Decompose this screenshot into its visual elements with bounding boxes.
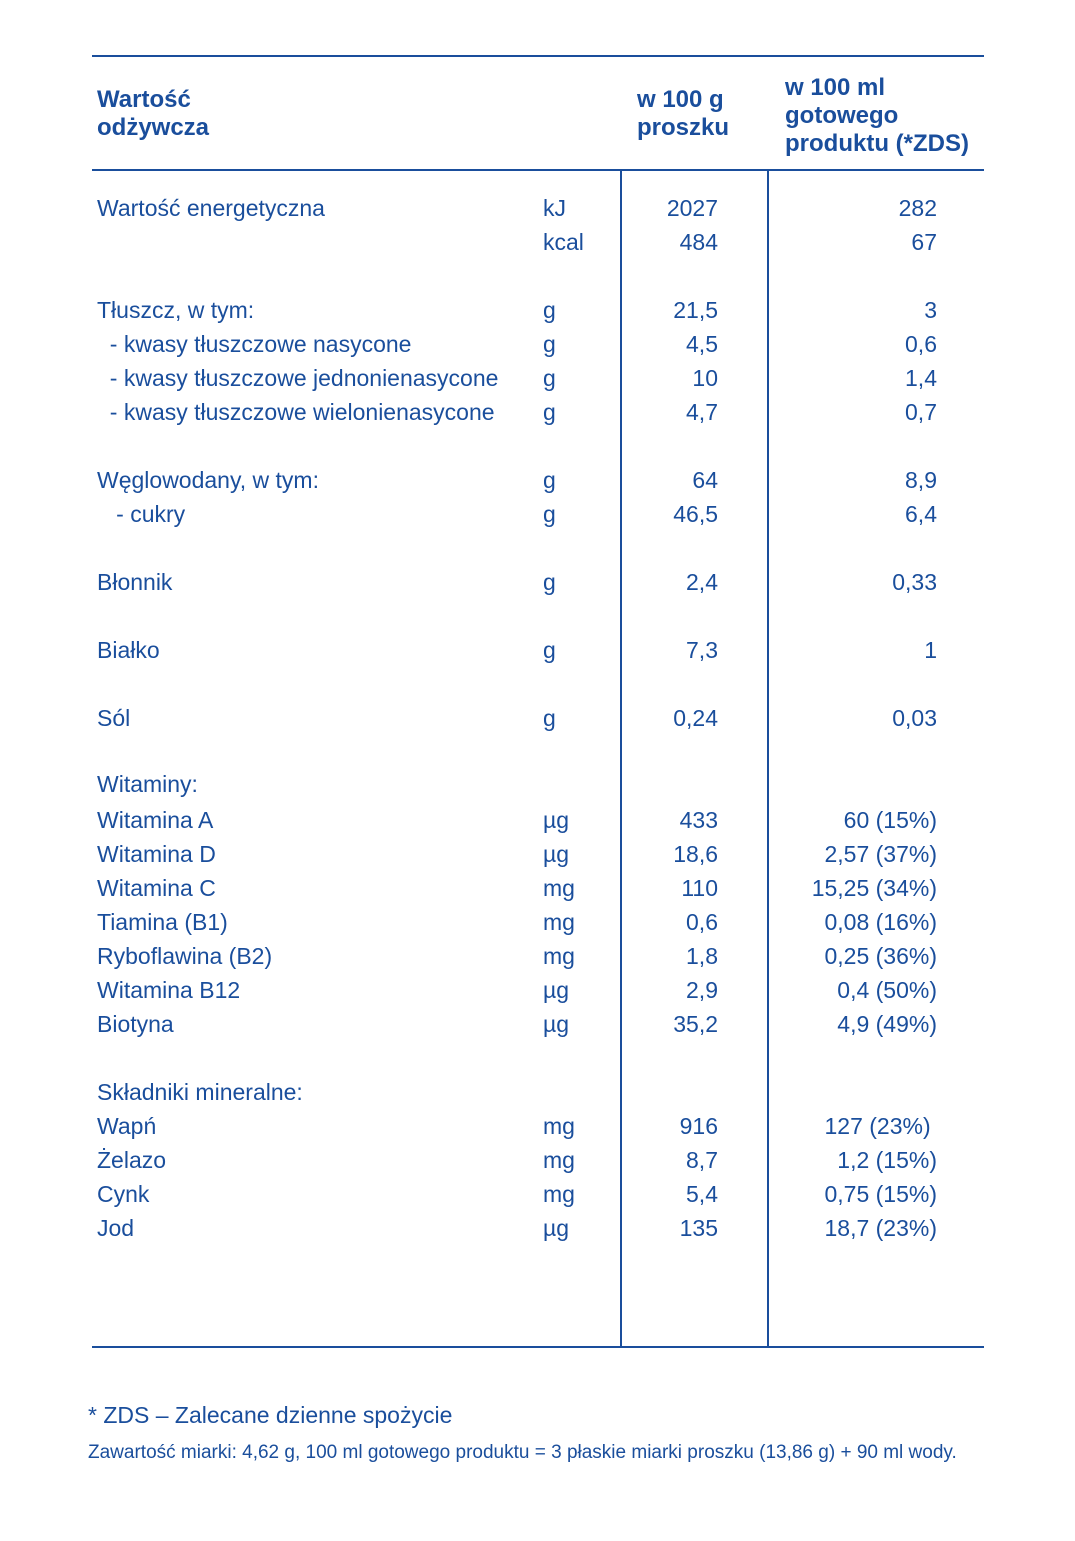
row-label: Ryboflawina (B2) <box>97 943 273 969</box>
row-unit: g <box>543 331 556 357</box>
row-unit: µg <box>543 841 570 867</box>
row-value-100g: 5,4 <box>686 1181 718 1207</box>
row-value-100ml: 3 <box>924 297 937 323</box>
row-unit: mg <box>543 875 575 901</box>
row-value-100g: 35,2 <box>673 1011 718 1037</box>
row-value-100ml: 0,03 <box>892 705 937 731</box>
row-label: Witaminy: <box>97 771 198 797</box>
row-value-100ml: 4,9 (49%) <box>837 1011 937 1037</box>
row-value-100g: 1,8 <box>686 943 718 969</box>
row-value-100ml: 67 <box>911 229 937 255</box>
row-value-100ml: 8,9 <box>905 467 937 493</box>
row-value-100ml: 0,6 <box>905 331 937 357</box>
row-value-100g: 8,7 <box>686 1147 718 1173</box>
row-label: Biotyna <box>97 1011 174 1037</box>
row-value-100g: 7,3 <box>686 637 718 663</box>
row-value-100ml: 0,33 <box>892 569 937 595</box>
scoop-note: Zawartość miarki: 4,62 g, 100 ml gotowego produktu = 3 płaskie miarki proszku (13,86 g) + 90 ml wody. <box>88 1442 957 1463</box>
row-label: Tiamina (B1) <box>97 909 228 935</box>
row-unit: µg <box>543 1215 570 1241</box>
row-label: - kwasy tłuszczowe jednonienasycone <box>97 365 499 391</box>
row-value-100g: 21,5 <box>673 297 718 323</box>
row-unit: g <box>543 637 556 663</box>
header-line: w 100 g <box>637 86 724 113</box>
row-label: Białko <box>97 637 160 663</box>
row-label: - cukry <box>97 501 186 527</box>
row-label: - kwasy tłuszczowe wielonienasycone <box>97 399 495 425</box>
row-label: Węglowodany, w tym: <box>97 467 319 493</box>
row-value-100g: 4,7 <box>686 399 718 425</box>
row-label: Sól <box>97 705 131 731</box>
row-unit: mg <box>543 943 575 969</box>
row-label: Składniki mineralne: <box>97 1079 303 1105</box>
row-unit: µg <box>543 1011 570 1037</box>
header-nutrition-value <box>97 86 209 142</box>
row-value-100ml: 0,75 (15%) <box>824 1181 937 1207</box>
row-value-100ml: 0,7 <box>905 399 937 425</box>
row-value-100g: 10 <box>692 365 718 391</box>
row-label: Żelazo <box>97 1147 167 1173</box>
row-value-100ml: 0,25 (36%) <box>824 943 937 969</box>
row-value-100ml: 18,7 (23%) <box>824 1215 937 1241</box>
row-label: Wartość energetyczna <box>97 195 325 221</box>
row-value-100g: 2,4 <box>686 569 718 595</box>
row-value-100g: 2027 <box>666 195 718 221</box>
row-label: Witamina B12 <box>97 977 241 1003</box>
header-line: produktu (*ZDS) <box>785 130 969 157</box>
row-value-100ml: 6,4 <box>905 501 937 527</box>
row-value-100ml: 1 <box>924 637 937 663</box>
row-unit: kcal <box>543 229 584 255</box>
row-value-100ml: 282 <box>898 195 937 221</box>
header-line: w 100 ml <box>785 74 886 101</box>
row-value-100g: 18,6 <box>673 841 718 867</box>
row-unit: µg <box>543 807 570 833</box>
row-value-100ml: 60 (15%) <box>843 807 937 833</box>
row-value-100g: 0,6 <box>686 909 718 935</box>
row-label: Witamina C <box>97 875 216 901</box>
row-label: Tłuszcz, w tym: <box>97 297 255 323</box>
row-value-100ml: 1,4 <box>905 365 937 391</box>
header-line: Wartość <box>97 86 191 113</box>
row-value-100g: 135 <box>679 1215 718 1241</box>
row-unit: mg <box>543 909 575 935</box>
column-divider-2 <box>767 171 769 1347</box>
row-label: Cynk <box>97 1181 150 1207</box>
row-label: Witamina D <box>97 841 216 867</box>
row-unit: g <box>543 467 556 493</box>
row-value-100ml: 127 (23%) <box>824 1113 937 1139</box>
header-line: proszku <box>637 114 730 141</box>
row-unit: mg <box>543 1181 575 1207</box>
row-value-100ml: 15,25 (34%) <box>811 875 937 901</box>
row-value-100g: 46,5 <box>673 501 718 527</box>
footnote-zds: * ZDS – Zalecane dzienne spożycie <box>88 1402 453 1428</box>
row-unit: g <box>543 569 556 595</box>
row-unit: g <box>543 705 556 731</box>
row-unit: g <box>543 501 556 527</box>
row-value-100g: 484 <box>679 229 718 255</box>
row-label: Jod <box>97 1215 135 1241</box>
header-per-100g <box>637 86 729 142</box>
header-bottom-rule <box>92 169 984 171</box>
row-value-100g: 110 <box>681 875 718 901</box>
row-label: Witamina A <box>97 807 214 833</box>
row-value-100g: 2,9 <box>686 977 718 1003</box>
row-unit: g <box>543 297 556 323</box>
row-label: Wapń <box>97 1113 157 1139</box>
row-unit: µg <box>543 977 570 1003</box>
row-value-100ml: 0,08 (16%) <box>824 909 937 935</box>
row-value-100ml: 0,4 (50%) <box>837 977 937 1003</box>
row-unit: g <box>543 365 556 391</box>
table-bottom-rule <box>92 1346 984 1348</box>
table-top-rule <box>92 55 984 57</box>
row-value-100g: 916 <box>679 1113 718 1139</box>
header-line: odżywcza <box>97 114 210 141</box>
row-value-100g: 433 <box>679 807 718 833</box>
column-divider-1 <box>620 171 622 1347</box>
row-value-100ml: 1,2 (15%) <box>837 1147 937 1173</box>
row-unit: mg <box>543 1147 575 1173</box>
header-per-100ml <box>785 74 969 158</box>
row-value-100g: 64 <box>692 467 718 493</box>
row-value-100g: 0,24 <box>673 705 718 731</box>
row-unit: mg <box>543 1113 575 1139</box>
row-unit: g <box>543 399 556 425</box>
row-value-100ml: 2,57 (37%) <box>824 841 937 867</box>
row-unit: kJ <box>543 195 566 221</box>
row-label: Błonnik <box>97 569 173 595</box>
row-label: - kwasy tłuszczowe nasycone <box>97 331 412 357</box>
header-line: gotowego <box>785 102 899 129</box>
row-value-100g: 4,5 <box>686 331 718 357</box>
